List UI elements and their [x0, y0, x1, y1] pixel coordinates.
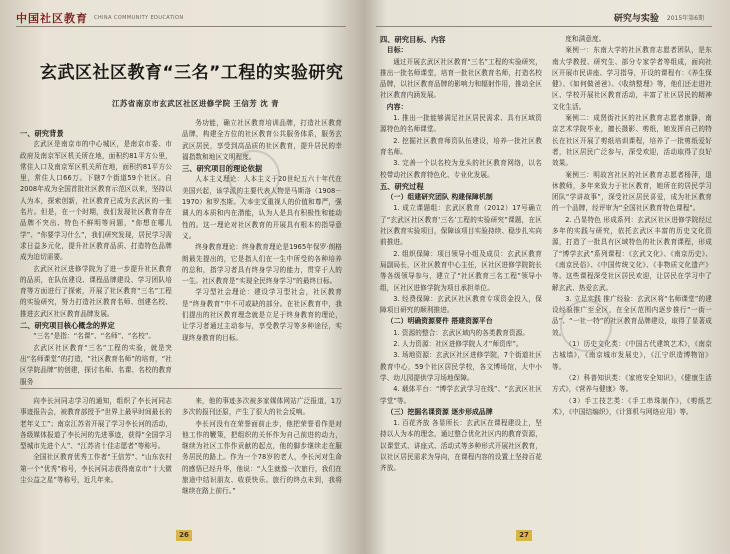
right-column-2 [552, 34, 712, 528]
article-title: 玄武区社区教育“三名”工程的实验研究 [40, 63, 344, 83]
body-paragraph: 2. 挖掘社区教育师资队伍建设，培养一批社区教育名师。 [380, 136, 542, 156]
body-paragraph: 1. 百花齐放 各显所长：玄武区在课程建设上，坚持以人为本的理念，通过整合优化社区内的教育资源，以课堂式、讲座式、活动式等多种形式开展社区教育，以社区居民需求为导向，在课程内容的设置上坚持百花齐放。 [380, 419, 542, 473]
body-paragraph: 案例三：明故宫社区的社区教育志愿者杨萍，退休教师，多年来致力于社区教育，她所在的居民学习团队“学讲故事”，深受社区居民喜爱，成为社区教育的一个品牌，经评审为“全国社区教育特色课程”。 [552, 170, 712, 213]
subsection-heading: （三）挖掘名课资源 逐步形成品牌 [386, 407, 493, 416]
left-page [0, 0, 362, 554]
body-paragraph: 1. 资源的整合：玄武区域内的各类教育资源。 [393, 328, 530, 337]
body-paragraph: 终身教育理论：终身教育理论是1965年保罗·朗格朗最先提出的，它是指人们在一生中所受的各种培养的总和，指学习者具有终身学习的能力，贯穿于人的一生。社区教育是“实现全民终身学习”的最终目标。 [182, 243, 342, 286]
body-paragraph: 3. 完善一个以名校为龙头的社区教育网络，以名校带动社区教育特色化、专业化发展。 [380, 159, 542, 179]
body-paragraph: 2. 凸显特色 形成系列：玄武区社区进修学院经过多年的实践与研究，依托玄武区丰富的历史文化资源，打造了一批具有区域特色的社区教育课程，形成了“博学玄武”系列课程：《玄武文化》、《南京历史》、《南京民俗》、《中国传统文化》、《非物质文化遗产》等。这些课程深受社区居民欢迎，让居民在学习中了解玄武、热爱玄武。 [552, 215, 712, 292]
left-bottom-column-1 [20, 396, 172, 526]
right-column-1 [380, 34, 542, 528]
body-paragraph: （3）手工技艺类：《手工串珠制作》，《剪纸艺术》，《中国结编织》，《计算机与网络应用》等。 [552, 396, 712, 416]
body-paragraph: 度和满意度。 [565, 35, 606, 43]
subsection-heading: （一）组建研究团队 构建保障机制 [386, 193, 493, 202]
body-paragraph: 4. 载体平台：“博学玄武学习在线”、“玄武区社区学堂”等。 [380, 385, 542, 405]
body-paragraph: 向李长河同志学习的通知，组织了李长河同志事迹报告会，被教育部授予“世界上最早时间最长的老年义工”；南京江苏省开展了学习李长河的活动，各级媒体报道了李长河的先进事迹，获得“全国学习型城市先进个人”、“江苏省十佳志愿者”等称号。 [20, 397, 172, 451]
body-paragraph: 玄武区社区进修学院为了进一步提升社区教育的品质，在队伍建设、课程品牌建设、学习团队培育等方面进行了探索，开展了社区教育“三名”工程的实验研究，努力打造社区教育名师、创建名校、推进玄武区社区教育品牌发展。 [20, 264, 172, 318]
body-paragraph: （1）历史文化类：《中国古代建筑艺术》，《南京古城墙》，《南京城市发展史》，《江宁织造博物馆》等。 [552, 340, 712, 371]
running-column-title: 研究与实验 [613, 14, 659, 24]
section-heading: 四、研究目标、内容 [380, 35, 446, 44]
body-paragraph: 2. 人力资源：社区进修学院人才“师资库”。 [393, 340, 523, 349]
body-paragraph: 玄武区社区教育“三名”工程的实验，就是突出“名师课堂”的打造，“社区教育名师”的培育，“社区学院品牌”的创建，探讨名师、名课、名校的教育服务 [20, 343, 172, 386]
subsection-heading: 目标： [386, 46, 408, 55]
watermark-seal [560, 300, 612, 352]
body-paragraph: 全国社区教育优秀工作者“王信芳”、“山东农村第一个“优秀”称号，李长河同志获得南京市“十大微尘公益之星”等称号，近几年来。 [20, 453, 172, 485]
body-paragraph: 3. 经费保障：玄武区社区教育专项资金投入，保障项目研究的顺利推进。 [380, 294, 542, 315]
body-paragraph: 玄武区是南京市的中心城区，是南京市委、市政府及南京军区机关所在地，面积约81平方公里，常住人口及南京军区机关所在地，面积约81平方公里，常住人口66万。下辖7个街道59个社区。自2008年成为全国首批社区教育示范区以来，坚持以人为本，探索创新，社区教育已成为玄武区的一张名片。但是，在一个时期，我们发现社区教育存在品牌不突出、特色不鲜明等问题，“你想在哪儿学”、“你要学习什么”，我们研究发现，居民学习需求日益多元化，提升社区教育品质、打造特色品牌成为迫切需要。 [20, 140, 172, 262]
section-heading: 二、研究项目核心概念的界定 [20, 321, 115, 331]
masthead-title: 中国社区教育 [16, 12, 88, 25]
body-paragraph: 通过开展玄武区社区教育“三名”工程的实验研究，推出一批名师课堂，培育一批社区教育名师，打造名校品牌，以社区教育品牌的影响力和辐射作用，推动全区社区教育内涵发展。 [380, 57, 542, 100]
body-paragraph: 2. 组织保障：项目领导小组及成员：玄武区教育局副局长，区社区教育中心主任，区社区进修学院院长等各级领导参与，建立了“社区教育三名工程”领导小组，区社区进修学院为项目承担单位。 [380, 249, 542, 292]
body-paragraph: 案例二：成贤街社区的社区教育志愿者康静，南京艺术学院毕业，擅长摄影、剪纸，她发挥自己的特长在社区开展了剪纸培训课程，培养了一批剪纸爱好者，社区居民广泛参与，深受欢迎，活动取得了良好效果。 [552, 114, 712, 168]
masthead [16, 10, 184, 26]
section-heading: 一、研究背景 [20, 129, 64, 138]
author-line: 江苏省南京市玄武区社区进修学院 王信芳 沈 青 [112, 99, 280, 108]
section-heading: 三、研究项目的理论依据 [182, 164, 263, 174]
page-number-left: 26 [176, 530, 192, 541]
body-paragraph: 3. 场地资源：玄武区社区进修学院，7个街道社区教育中心，59个社区居民学校，各文博场馆，大中小学、幼儿园提供学习场地保障。 [380, 351, 542, 382]
body-paragraph: “三名”是指：“名课”、“名师”、“名校”。 [33, 332, 156, 341]
masthead-english: CHINA COMMUNITY EDUCATION [94, 15, 184, 21]
body-paragraph: 案例一：东南大学的社区教育志愿者团队，是东南大学教授、研究生、部分专家学者等组成，面向社区开展市民讲座、学习指导，开设的课程有：《养生保健》、《如何做爸爸》、《收纳整理》等，他们还走进社区、学校开展社区教育活动，丰富了社区居民的精神文化生活。 [552, 46, 712, 111]
body-paragraph: 李长河没有在荣誉面前止步，他把荣誉看作是对他工作的鞭策，把组织的关怀作为自己前进的动力，继续为社区工作作贡献的起点，他的脚步继续走在服务居民的路上。作为一个78岁的老人，李长河对生命的感悟已经升华，他说：“人生就像一次旅行，我们在旅途中结识朋友、收获快乐。旅行的终点未到，我将继续在路上前行。” [182, 419, 342, 496]
subsection-heading: 内容： [386, 102, 408, 111]
running-head-rule [376, 26, 712, 27]
watermark-seal [228, 150, 280, 202]
body-paragraph: （2）科普知识类：《家庭安全知识》，《健康生活方式》，《营养与健康》等。 [552, 373, 712, 394]
subsection-heading: （二）明确资源要件 搭建资源平台 [386, 317, 493, 326]
right-page [366, 0, 730, 554]
left-bottom-column-2 [182, 396, 342, 526]
issue-label: 2015年第6期 [666, 15, 704, 22]
body-paragraph: 1. 成立课题组：玄武区教育（2012）17号确立了“玄武区社区教育‘三名’工程的实验研究”课题，在区社区教育实验项目，保障该项目实验持续、稳步扎实向前推进。 [380, 204, 542, 247]
body-paragraph: 学习型社会理论：建设学习型社会，社区教育是“终身教育”中不可或缺的部分。在社区教育中，我们提出的社区教育理念就是立足于终身教育的理论，让学习者通过主动参与，享受教学习等多种途径，实现终身教育的目标。 [182, 288, 342, 342]
section-divider [20, 388, 342, 389]
header-rule [16, 26, 346, 27]
running-head [614, 11, 704, 24]
body-paragraph: 人本主义理论：人本主义于20世纪五六十年代在美国兴起，该学派的主要代表人物是马斯洛（1908－1970）和罗杰斯。人本主义重视人的价值和尊严，强调人的本质和内在潜能，认为人是具有积极性和能动性的。这一理论对社区教育的开展具有根本的指导意义。 [182, 175, 342, 240]
body-paragraph: 来，他的事迹多次被多家媒体网站广泛报道，1万多次的报刊还原，产生了很大的社会反响。 [182, 397, 342, 417]
section-heading: 五、研究过程 [380, 181, 424, 191]
left-column-1 [20, 128, 172, 386]
body-paragraph: 1. 推出一批能够满足社区居民需求、具有区域资源特色的名师课堂。 [380, 114, 542, 134]
body-paragraph: 3. 立足实践 推广经验：玄武区将“名师课堂”的建设经验推广至全区，在全区范围内逐步推行“一街一品”、“一社一特”的社区教育品牌建设，取得了显著成效。 [552, 294, 712, 337]
body-paragraph: 务功能，确立社区教育培训品牌，打造社区教育品牌，构建全方位的社区教育公共服务体系，服务玄武区居民，享受到高品质的社区教育，提升居民的幸福指数和地区文明程度。 [182, 119, 342, 161]
page-number-right: 27 [516, 530, 532, 541]
